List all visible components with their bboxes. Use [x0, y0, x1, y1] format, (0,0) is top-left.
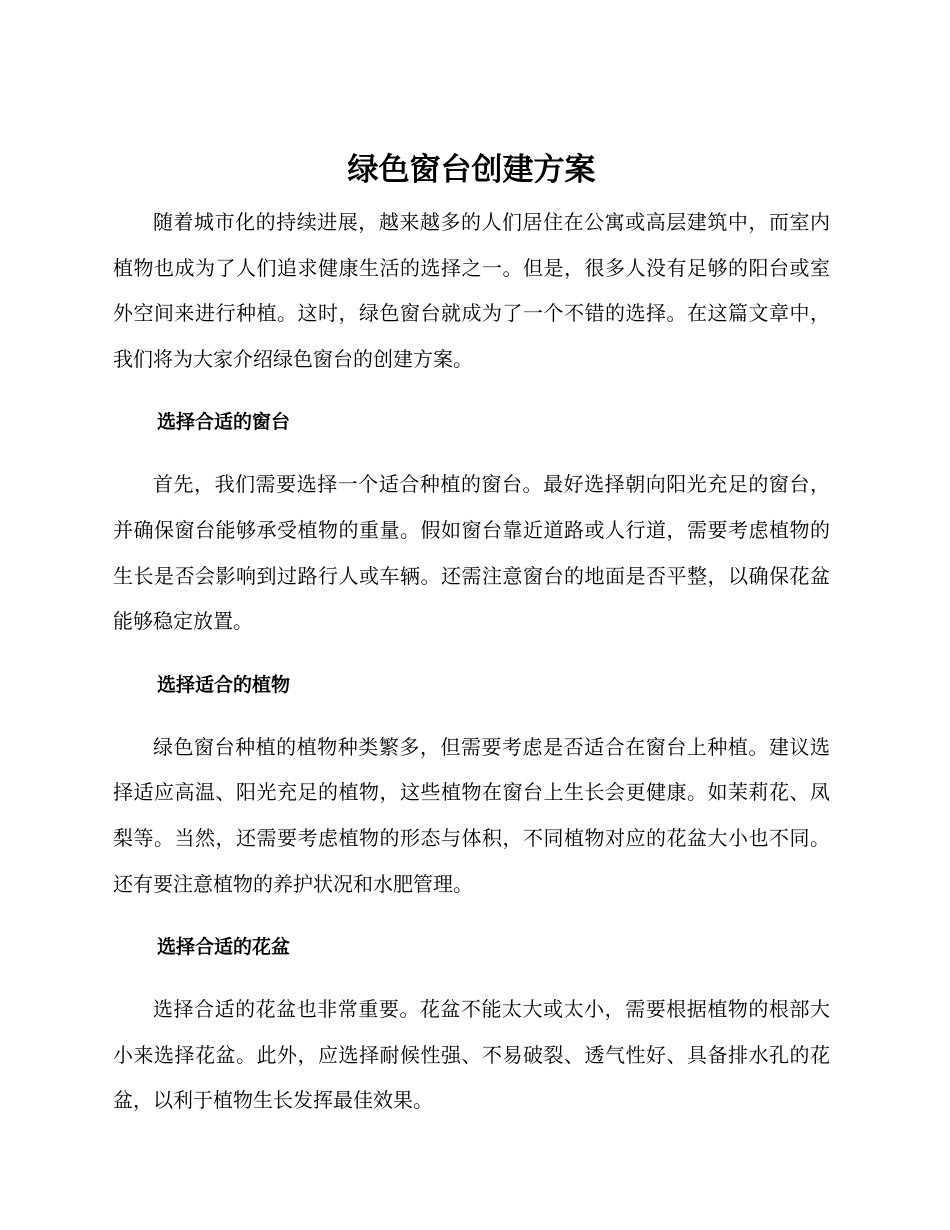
section-heading: 选择合适的花盆	[157, 936, 291, 959]
section-flowerpots	[113, 925, 830, 1124]
section-body: 绿色窗台种植的植物种类繁多，但需要考虑是否适合在窗台上种植。建议选择适应高温、阳光充足的植物，这些植物在窗台上生长会更健康。如茉莉花、凤梨等。当然，还需要考虑植物的形态与体积，不同植物对应的花盆大小也不同。还有要注意植物的养护状况和水肥管理。	[113, 734, 830, 896]
section-body: 选择合适的花盆也非常重要。花盆不能太大或太小，需要根据植物的根部大小来选择花盆。此外，应选择耐候性强、不易破裂、透气性好、具备排水孔的花盆，以利于植物生长发挥最佳效果。	[113, 997, 830, 1113]
intro-paragraph: 随着城市化的持续进展，越来越多的人们居住在公寓或高层建筑中，而室内植物也成为了人们追求健康生活的选择之一。但是，很多人没有足够的阳台或室外空间来进行种植。这时，绿色窗台就成为了一个不错的选择。在这篇文章中，我们将为大家介绍绿色窗台的创建方案。	[113, 210, 830, 371]
document-title: 绿色窗台创建方案	[347, 152, 596, 188]
section-plants	[113, 663, 830, 907]
section-heading: 选择适合的植物	[157, 673, 291, 696]
section-body: 首先，我们需要选择一个适合种植的窗台。最好选择朝向阳光充足的窗台，并确保窗台能够承受植物的重量。假如窗台靠近道路或人行道，需要考虑植物的生长是否会影响到过路行人或车辆。还需注意窗台的地面是否平整，以确保花盆能够稳定放置。	[113, 472, 830, 634]
section-heading: 选择合适的窗台	[157, 411, 291, 434]
section-window-sill	[113, 400, 830, 644]
